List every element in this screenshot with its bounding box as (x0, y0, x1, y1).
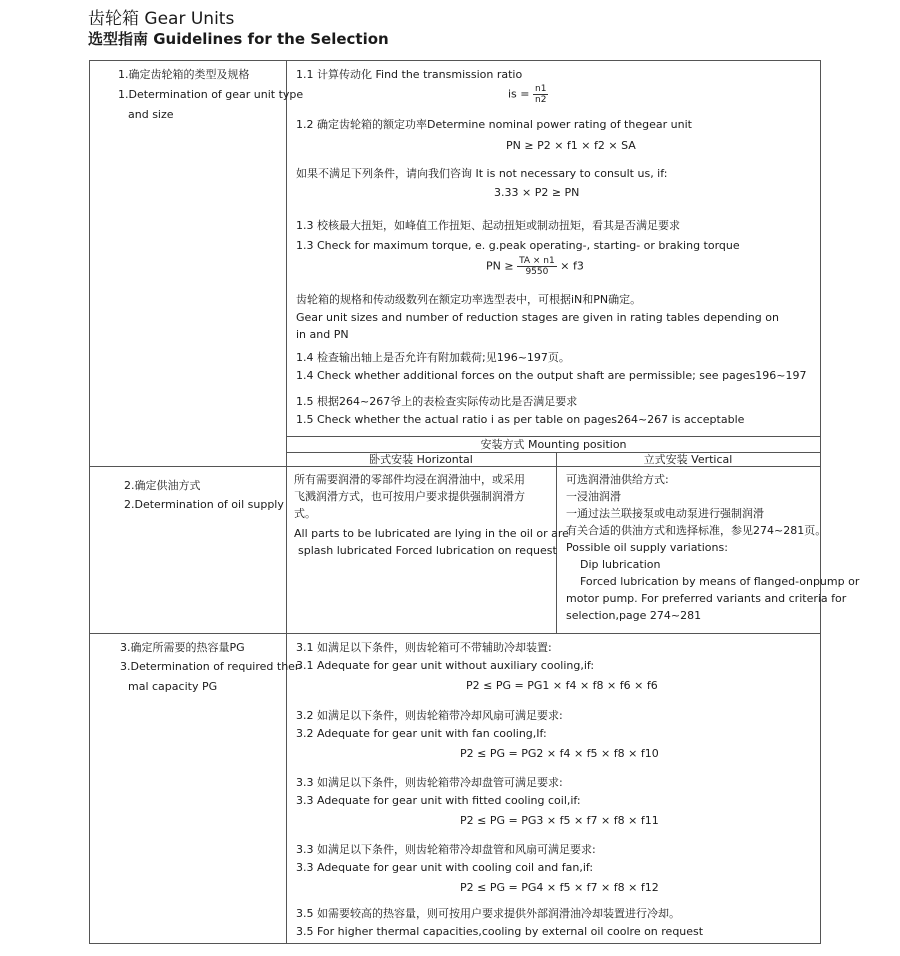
formula-3-1: P2 ≤ PG = PG1 × f4 × f8 × f6 × f6 (466, 679, 658, 692)
section1-label-en-cont: and size (128, 108, 174, 121)
section2-label-en: 2.Determination of oil supply (124, 498, 284, 511)
table-top-border (89, 60, 821, 61)
sizes-note-en-cont: in and PN (296, 328, 349, 341)
step-3-2-en: 3.2 Adequate for gear unit with fan cooling,If: (296, 727, 547, 740)
vertical-text-en-1: Possible oil supply variations: (566, 541, 728, 554)
step-1-1: 1.1 计算传动化 Find the transmission ratio (296, 68, 523, 81)
step-1-2: 1.2 确定齿轮箱的额定功率Determine nominal power rating of thegear unit (296, 118, 692, 131)
sizes-note-en: Gear unit sizes and number of reduction stages are given in rating tables depending on (296, 311, 779, 324)
step-3-1-en: 3.1 Adequate for gear unit without auxiliary cooling,if: (296, 659, 595, 672)
vertical-text-en-2: Dip lubrication (580, 558, 661, 571)
vertical-text-en-4: motor pump. For preferred variants and criteria for (566, 592, 847, 605)
step-1-3-en: 1.3 Check for maximum torque, e. g.peak operating-, starting- or braking torque (296, 239, 740, 252)
horizontal-text-en-1: All parts to be lubricated are lying in the oil or are (294, 527, 569, 540)
table-left-border (89, 60, 90, 944)
vertical-text-cn-3: 一通过法兰联接泵或电动泵进行强制润滑 (566, 507, 764, 520)
step-1-4-en: 1.4 Check whether additional forces on the output shaft are permissible; see pages196~197 (296, 369, 807, 382)
horizontal-header: 卧式安装 Horizontal (369, 453, 473, 466)
step-3-3a-cn: 3.3 如满足以下条件，则齿轮箱带冷却盘管可满足要求: (296, 776, 563, 789)
step-1-5-en: 1.5 Check whether the actual ratio i as per table on pages264~267 is acceptable (296, 413, 745, 426)
section1-label-cn: 1.确定齿轮箱的类型及规格 (118, 68, 250, 81)
step-3-5-en: 3.5 For higher thermal capacities,cooling by external oil coolre on request (296, 925, 704, 938)
formula-3-3a: P2 ≤ PG = PG3 × f5 × f7 × f8 × f11 (460, 814, 659, 827)
formula-1-1-lhs: is = (508, 87, 530, 101)
mounting-top-divider (286, 436, 821, 437)
table-right-border (820, 60, 821, 944)
step-1-5-cn: 1.5 根据264~267爷上的表检查实际传动比是否满足要求 (296, 395, 578, 408)
section3-label-en-cont: mal capacity PG (128, 680, 218, 693)
formula-1-3-lhs: PN ≥ (486, 259, 514, 273)
formula-1-2: PN ≥ P2 × f1 × f2 × SA (506, 139, 636, 152)
section3-label-en: 3.Determination of required ther- (120, 660, 303, 673)
formula-3-3b: P2 ≤ PG = PG4 × f5 × f7 × f8 × f12 (460, 881, 659, 894)
table-bottom-border (89, 943, 821, 944)
step-3-3b-cn: 3.3 如满足以下条件，则齿轮箱带冷却盘管和风扇可满足要求: (296, 843, 596, 856)
formula-consult: 3.33 × P2 ≥ PN (494, 186, 580, 199)
section3-top-divider (89, 633, 821, 634)
consult-condition: 如果不满足下列条件，请向我们咨询 It is not necessary to consult us, if: (296, 167, 668, 180)
sizes-note-cn: 齿轮箱的规格和传动级数列在额定功率选型表中，可根据iN和PN确定。 (296, 293, 642, 306)
formula-1-1 (508, 84, 548, 105)
step-3-5-cn: 3.5 如需要较高的热容量，则可按用户要求提供外部润滑油冷却装置进行冷却。 (296, 907, 680, 920)
horizontal-vertical-divider (556, 452, 557, 633)
formula-1-3-rhs: × f3 (560, 259, 584, 273)
horizontal-text-cn-1: 所有需要润滑的零部件均浸在润滑油中，或采用 (294, 473, 525, 486)
mounting-position-header: 安装方式 Mounting position (480, 438, 627, 451)
formula-1-3 (486, 256, 584, 277)
horizontal-text-en-2: splash lubricated Forced lubrication on request (298, 544, 557, 557)
vertical-header: 立式安装 Vertical (643, 453, 733, 466)
formula-1-1-denominator: n2 (535, 95, 547, 105)
vertical-text-cn-4: 有关合适的供油方式和选择标准，参见274~281页。 (566, 524, 827, 537)
step-3-2-cn: 3.2 如满足以下条件，则齿轮箱带冷却风扇可满足要求: (296, 709, 563, 722)
step-3-1-cn: 3.1 如满足以下条件，则齿轮箱可不带辅助冷却装置: (296, 641, 552, 654)
page-title: 齿轮箱 Gear Units (88, 9, 235, 29)
formula-1-3-denominator: 9550 (525, 267, 549, 277)
step-3-3a-en: 3.3 Adequate for gear unit with fitted cooling coil,if: (296, 794, 581, 807)
step-3-3b-en: 3.3 Adequate for gear unit with cooling coil and fan,if: (296, 861, 594, 874)
vertical-text-en-5: selection,page 274~281 (566, 609, 702, 622)
section3-label-cn: 3.确定所需要的热容量PG (120, 641, 245, 654)
vertical-text-en-3: Forced lubrication by means of flanged-onpump or (580, 575, 860, 588)
formula-1-1-fraction (533, 84, 548, 105)
formula-1-3-fraction (517, 256, 557, 277)
formula-1-3-numerator: TA × n1 (519, 256, 555, 266)
step-1-4-cn: 1.4 检查输出轴上是否允许有附加载荷;见196~197页。 (296, 351, 570, 364)
section1-label-en: 1.Determination of gear unit type (118, 88, 304, 101)
formula-3-2: P2 ≤ PG = PG2 × f4 × f5 × f8 × f10 (460, 747, 659, 760)
horizontal-text-cn-2: 飞溅润滑方式，也可按用户要求提供强制润滑方 (294, 490, 525, 503)
horizontal-text-cn-3: 式。 (294, 507, 316, 520)
label-column-divider (286, 60, 287, 944)
formula-1-1-numerator: n1 (535, 84, 547, 94)
vertical-text-cn-2: 一浸油润滑 (566, 490, 621, 503)
vertical-text-cn-1: 可选润滑油供给方式: (566, 473, 669, 486)
section2-label-cn: 2.确定供油方式 (124, 479, 201, 492)
page-subtitle: 选型指南 Guidelines for the Selection (88, 30, 389, 48)
step-1-3-cn: 1.3 校核最大扭矩，如峰值工作扭矩、起动扭矩或制动扭矩，看其是否满足要求 (296, 219, 680, 232)
